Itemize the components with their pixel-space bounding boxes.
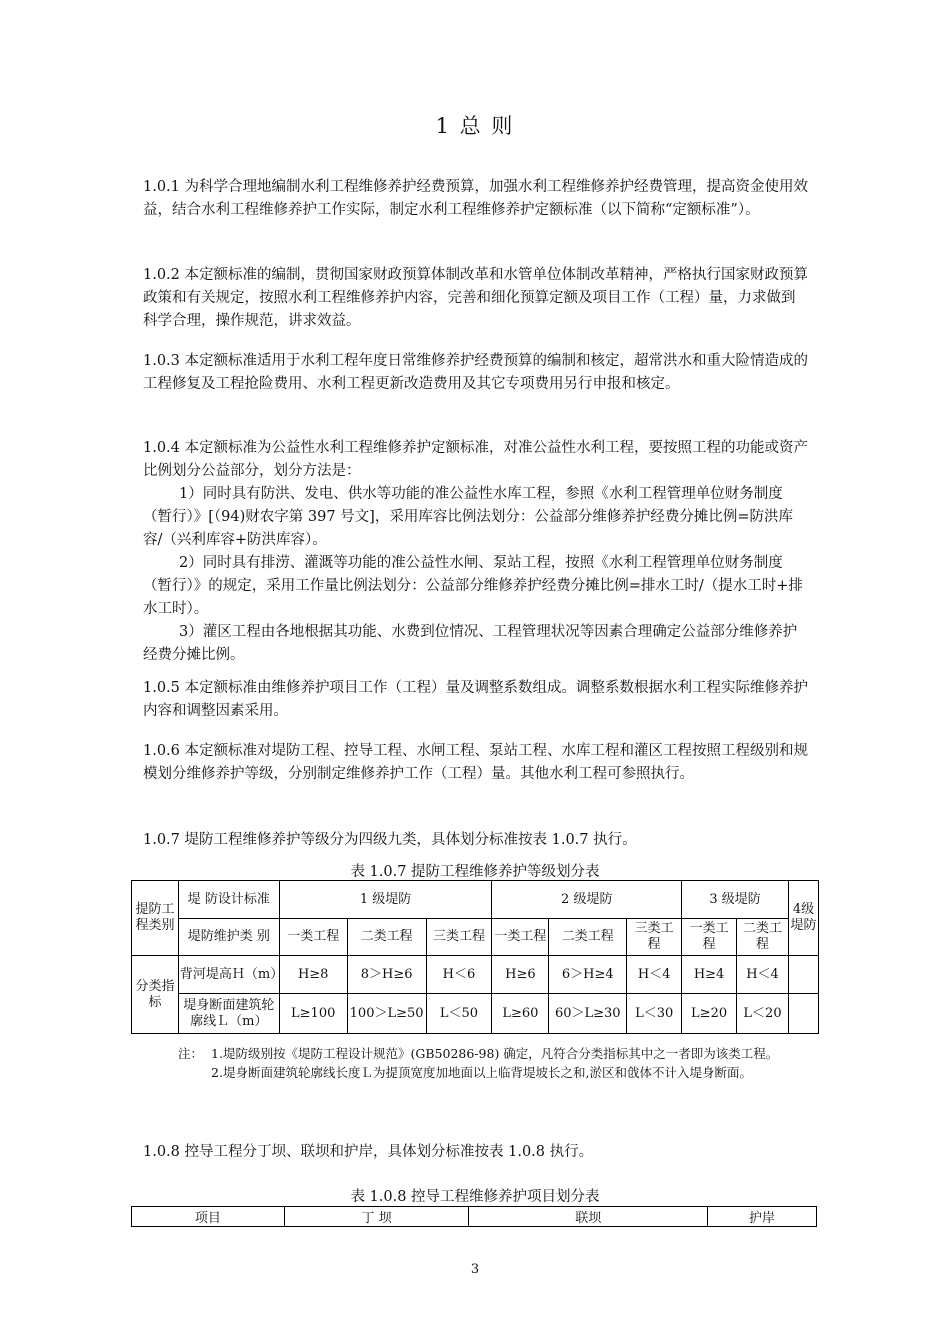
class-cell: 三类工程 [627,919,682,956]
header-design-standard: 堤 防设计标准 [178,881,279,919]
clause-text: 1.0.2 本定额标准的编制，贯彻国家财政预算体制改革和水管单位体制改革精神，严格执行国家财政预算政策和有关规定，按照水利工程维修养护内容，完善和细化预算定额及项目工作（工程）量，力求做到科学合理，操作规范，讲求效益。 [143,267,808,329]
table-cell: H≥6 [492,956,549,994]
table-1-0-7 [131,880,819,1034]
header-revetment: 护岸 [708,1207,817,1227]
table-notes [178,1044,818,1082]
header-maintenance-class: 堤防维护类 别 [178,919,279,956]
table-cell: L≥60 [492,994,549,1034]
table-cell: H＜4 [627,956,682,994]
note-item [178,1063,818,1082]
header-grade-3: 3 级堤防 [682,881,789,919]
clause-1-0-8 [143,1141,808,1164]
note-text: 堤防级别按《堤防工程设计规范》(GB50286-98) 确定，凡符合分类指标其中之一者即为该类工程。 [223,1046,779,1061]
table-cell: H≥4 [682,956,737,994]
table-1-0-7-caption: 表 1.0.7 提防工程维修养护等级划分表 [350,864,600,880]
note-label: 注： [178,1046,204,1061]
clause-text: 1.0.1 为科学合理地编制水利工程维修养护经费预算，加强水利工程维修养护经费管理，提高资金使用效益，结合水利工程维修养护工作实际，制定水利工程维修养护定额标准（以下简称“定额标准”）。 [143,179,808,218]
table-cell: 60＞L≥30 [549,994,627,1034]
clause-1-0-4 [143,437,808,667]
clause-text: 1.0.5 本定额标准由维修养护项目工作（工程）量及调整系数组成。调整系数根据水利工程实际维修养护内容和调整因素采用。 [143,680,808,719]
class-cell: 一类工程 [492,919,549,956]
table-cell: H＜6 [426,956,492,994]
class-cell: 一类工程 [279,919,347,956]
table-cell: H＜4 [737,956,789,994]
table-1-0-8-caption: 表 1.0.8 控导工程维修养护项目划分表 [350,1189,600,1205]
table-cell: H≥8 [279,956,347,994]
page-number: 3 [470,1262,480,1277]
table-cell: L≥20 [682,994,737,1034]
header-connecting-dike: 联坝 [469,1207,708,1227]
table-cell: 8＞H≥6 [347,956,426,994]
clause-text: 1.0.8 控导工程分丁坝、联坝和护岸，具体划分标准按表 1.0.8 执行。 [143,1144,594,1160]
table-cell: 6＞H≥4 [549,956,627,994]
class-cell: 三类工程 [426,919,492,956]
table-cell [788,956,818,994]
clause-text: 1.0.7 堤防工程维修养护等级分为四级九类，具体划分标准按表 1.0.7 执行。 [143,832,637,848]
table-cell: L≥100 [279,994,347,1034]
clause-item-2: 2）同时具有排涝、灌溉等功能的准公益性水闸、泵站工程，按照《水利工程管理单位财务制度（暂行）》的规定，采用工作量比例法划分：公益部分维修养护经费分摊比例=排水工时/（提水工时+排水工时）。 [143,555,803,617]
class-cell: 二类工程 [549,919,627,956]
class-cell: 二类工程 [737,919,789,956]
clause-1-0-7 [143,829,808,852]
note-text: 堤身断面建筑轮廓线长度Ｌ为提顶宽度加地面以上临背堤坡长之和,淤区和戗体不计入堤身断面。 [223,1065,752,1080]
chapter-title: 1 总 则 [435,114,515,138]
note-number: 2. [211,1065,223,1080]
clause-item-1: 1）同时具有防洪、发电、供水等功能的准公益性水库工程，参照《水利工程管理单位财务制度（暂行）》[（94)财农字第 397 号文]，采用库容比例法划分：公益部分维修养护经费分摊比例=防洪库容/（兴利库容+防洪库容）。 [143,486,793,548]
header-item: 项目 [132,1207,285,1227]
table-cell: L＜50 [426,994,492,1034]
table-cell: 100＞L≥50 [347,994,426,1034]
note-number: 1. [211,1046,223,1061]
header-spur-dike: 丁 坝 [284,1207,469,1227]
clause-1-0-5 [143,677,808,723]
clause-text: 1.0.6 本定额标准对堤防工程、控导工程、水闸工程、泵站工程、水库工程和灌区工程按照工程级别和规模划分维修养护等级，分别制定维修养护工作（工程）量。其他水利工程可参照执行。 [143,743,808,782]
header-grade-1: 1 级堤防 [279,881,492,919]
clause-item-3: 3）灌区工程由各地根据其功能、水费到位情况、工程管理状况等因素合理确定公益部分维修养护经费分摊比例。 [143,624,798,663]
clause-1-0-1 [143,176,808,222]
clause-text: 1.0.4 本定额标准为公益性水利工程维修养护定额标准，对准公益性水利工程，要按照工程的功能或资产比例划分公益部分，划分方法是： [143,440,808,479]
table-cell: L＜20 [737,994,789,1034]
class-cell: 一类工程 [682,919,737,956]
clause-1-0-2 [143,264,808,333]
header-project-category: 提防工程类别 [132,881,179,956]
clause-1-0-6 [143,740,808,786]
clause-1-0-3 [143,350,808,396]
note-item [178,1044,818,1063]
header-grade-2: 2 级堤防 [492,881,682,919]
table-cell [788,994,818,1034]
classification-index-label: 分类指标 [132,956,179,1034]
table-cell: L＜30 [627,994,682,1034]
class-cell: 二类工程 [347,919,426,956]
row-label-height: 背河堤高Ｈ（m） [178,956,279,994]
table-1-0-8 [131,1206,817,1227]
header-grade-4: 4级堤防 [788,881,818,956]
row-label-profile: 堤身断面建筑轮廓线Ｌ（m） [178,994,279,1034]
clause-text: 1.0.3 本定额标准适用于水利工程年度日常维修养护经费预算的编制和核定，超常洪水和重大险情造成的工程修复及工程抢险费用、水利工程更新改造费用及其它专项费用另行申报和核定。 [143,353,808,392]
